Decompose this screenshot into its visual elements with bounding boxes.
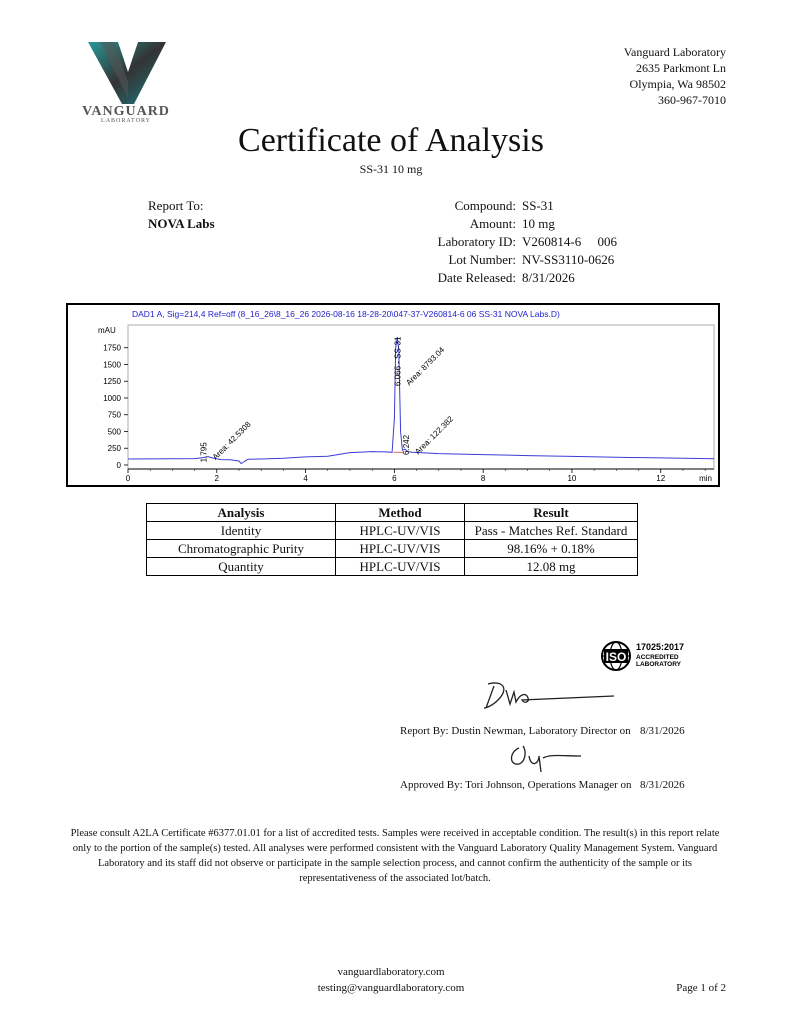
manager-signature	[505, 738, 585, 779]
iso-accredited-text: ACCREDITED	[636, 654, 679, 661]
lab-city: Olympia, Wa 98502	[629, 77, 726, 91]
logo-subtext: LABORATORY	[101, 118, 151, 124]
amount-value: 10 mg	[522, 216, 555, 231]
page-number: Page 1 of 2	[676, 982, 726, 994]
approved-date: 8/31/2026	[640, 779, 685, 791]
x-axis-label: min	[699, 474, 712, 483]
lab-id-label: Laboratory ID:	[437, 234, 516, 249]
iso-accreditation-badge	[600, 640, 696, 672]
x-tick-label: 12	[656, 474, 666, 483]
x-tick-label: 6	[392, 474, 397, 483]
peak-rt-label: 6.242	[402, 434, 412, 455]
signature-graphic	[480, 678, 620, 714]
y-tick-label: 1500	[103, 360, 121, 370]
table-row	[147, 558, 638, 576]
logo-wordmark: VANGUARD	[82, 104, 170, 119]
x-tick-label: 4	[303, 474, 308, 483]
analysis-cell: Quantity	[147, 558, 336, 576]
compound-value: SS-31	[522, 198, 554, 213]
x-tick-label: 2	[214, 474, 220, 483]
peak-area-label: Area: 42.5308	[210, 419, 253, 462]
x-tick-label: 10	[567, 474, 577, 483]
lab-name: Vanguard Laboratory	[623, 45, 726, 59]
method-cell: HPLC-UV/VIS	[336, 558, 465, 576]
iso-standard-text: 17025:2017	[636, 642, 685, 652]
lab-id-value: V260814-6 006	[522, 234, 617, 249]
compound-label: Compound:	[454, 198, 516, 213]
header-method: Method	[336, 504, 465, 522]
chromatogram-chart	[68, 305, 718, 485]
table-row	[147, 522, 638, 540]
director-signature	[480, 678, 620, 719]
peak-area-label: Area: 122.382	[413, 414, 456, 457]
y-tick-label: 750	[107, 410, 121, 420]
lab-address	[624, 44, 726, 108]
signature-graphic	[505, 738, 585, 774]
footer-email: testing@vanguardlaboratory.com	[317, 982, 465, 994]
header-analysis: Analysis	[147, 504, 336, 522]
vanguard-v-logo-icon	[78, 38, 178, 108]
date-released-value: 8/31/2026	[522, 270, 575, 285]
chromatogram-panel	[66, 303, 720, 487]
x-tick-label: 0	[125, 474, 131, 483]
method-cell: HPLC-UV/VIS	[336, 522, 465, 540]
approved-by-line: Approved By: Tori Johnson, Operations Manager on	[400, 779, 632, 791]
header-result: Result	[465, 504, 638, 522]
y-tick-label: 0	[116, 460, 121, 470]
report-by-line: Report By: Dustin Newman, Laboratory Director on	[400, 725, 631, 737]
x-tick-label: 8	[480, 474, 486, 483]
y-axis-label: mAU	[98, 326, 116, 335]
result-cell: 98.16% + 0.18%	[465, 540, 638, 558]
iso-laboratory-text: LABORATORY	[636, 661, 682, 668]
lot-number-label: Lot Number:	[448, 252, 516, 267]
analysis-cell: Identity	[147, 522, 336, 540]
method-cell: HPLC-UV/VIS	[336, 540, 465, 558]
y-tick-label: 1250	[103, 377, 121, 387]
peak-area-label: Area: 8793.04	[404, 345, 447, 388]
iso-globe-icon	[600, 640, 696, 672]
peak-rt-label: 1.795	[199, 442, 209, 463]
y-tick-label: 250	[107, 444, 121, 454]
report-date: 8/31/2026	[640, 725, 685, 737]
report-to-label: Report To:	[148, 198, 204, 213]
lab-phone: 360-967-7010	[658, 93, 726, 107]
chart-title: DAD1 A, Sig=214,4 Ref=off (8_16_26\8_16_26 2026-08-16 18-28-20\047-37-V260814-6 06 SS-31 NOVA Labs.D)	[132, 309, 560, 319]
results-table	[146, 503, 638, 576]
y-tick-label: 1750	[103, 343, 121, 353]
iso-mark-text: ISO	[605, 650, 627, 664]
client-name: NOVA Labs	[148, 216, 215, 231]
result-cell: Pass - Matches Ref. Standard	[465, 522, 638, 540]
table-row	[147, 540, 638, 558]
page-title: Certificate of Analysis	[238, 122, 544, 159]
analysis-cell: Chromatographic Purity	[147, 540, 336, 558]
lab-street: 2635 Parkmont Ln	[636, 61, 726, 75]
result-cell: 12.08 mg	[465, 558, 638, 576]
footer-website: vanguardlaboratory.com	[337, 966, 445, 978]
page-subtitle: SS-31 10 mg	[359, 162, 423, 176]
amount-label: Amount:	[469, 216, 516, 231]
y-tick-label: 1000	[103, 393, 121, 403]
disclaimer-text: Please consult A2LA Certificate #6377.01.01 for a list of accredited tests. Samples were received in acceptable condition. The result(s) in this report relate only to the portion of the sample(s) tested. All analyses were performed consistent with the Vanguard Laboratory Quality Management System. Vanguard Laboratory and its staff did not observe or participate in the sample selection process, and cannot confirm the authenticity of the sample or its representativeness of the associated lot/batch.	[70, 828, 720, 884]
lot-number-value: NV-SS3110-0626	[522, 252, 615, 267]
y-tick-label: 500	[107, 427, 121, 437]
date-released-label: Date Released:	[437, 270, 516, 285]
table-header-row	[147, 504, 638, 522]
peak-rt-label: 6.066 - SS-31	[393, 336, 403, 386]
